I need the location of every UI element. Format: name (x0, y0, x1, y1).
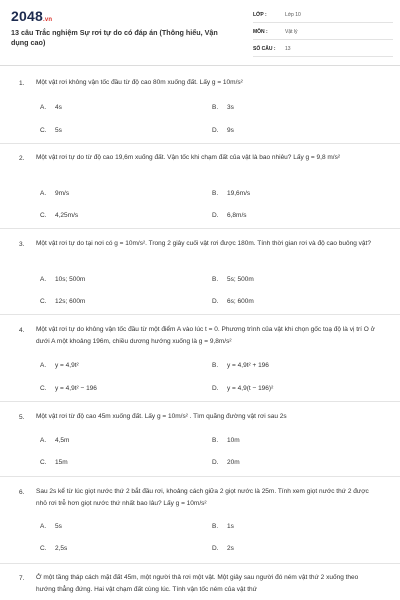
option-d[interactable]: D. 6,8m/s (212, 212, 247, 219)
option-d[interactable]: D. y = 4,9(t − 196)² (212, 385, 274, 392)
question-text: Sau 2s kể từ lúc giọt nước thứ 2 bắt đầu rơi, khoảng cách giữa 2 giọt nước là 25m. Tính xem giọt nước thứ 2 được nhỏ rơi trễ hơn giọt nước thứ nhất bao lâu? Lấy g = 10m/s² (36, 488, 369, 507)
question-text: Một vật rơi từ độ cao 45m xuống đất. Lấy g = 10m/s² . Tìm quãng đường vật rơi sau 2s (36, 413, 287, 420)
option-a[interactable]: A. 4,5m (40, 437, 70, 444)
site-logo[interactable]: 2048.vn (11, 8, 53, 24)
meta-row-subject: MÔN : Vật lý (253, 25, 393, 40)
question-text: Một vật rơi tự do tại nơi có g = 10m/s². Trong 2 giây cuối vật rơi được 180m. Tính thời gian rơi và độ cao buông vật? (36, 240, 371, 247)
divider (0, 401, 400, 402)
option-a[interactable]: A. 5s (40, 523, 62, 530)
option-b[interactable]: B. 5s; 500m (212, 276, 254, 283)
question-text: Ở một tầng tháp cách mặt đất 45m, một người thả rơi một vật. Một giây sau người đó ném vật thứ 2 xuống theo hướng thẳng đứng. Hai vật chạm đất cùng lúc. Tính vận tốc ném của vật thứ (36, 574, 359, 593)
option-b[interactable]: B. y = 4,9t² + 196 (212, 362, 269, 369)
option-b[interactable]: B. 1s (212, 523, 234, 530)
option-c[interactable]: C. 4,25m/s (40, 212, 79, 219)
question-text: Một vật rơi không vận tốc đầu từ độ cao 80m xuống đất. Lấy g = 10m/s² (36, 79, 243, 86)
option-a[interactable]: A. 10s; 500m (40, 276, 86, 283)
divider (0, 563, 400, 564)
meta-info (253, 8, 393, 59)
question-number: 4. (19, 327, 25, 334)
option-c[interactable]: C. 5s (40, 127, 62, 134)
page-title: 13 câu Trắc nghiệm Sự rơi tự do có đáp án (Thông hiểu, Vận dụng cao) (11, 28, 218, 47)
question-number: 3. (19, 241, 25, 248)
header-divider (0, 65, 400, 66)
question-number: 5. (19, 414, 25, 421)
meta-row-count: SỐ CÂU : 13 (253, 42, 393, 57)
option-b[interactable]: B. 10m (212, 437, 240, 444)
question-number: 6. (19, 489, 25, 496)
question-number: 2. (19, 155, 25, 162)
divider (0, 228, 400, 229)
divider (0, 476, 400, 477)
option-d[interactable]: D. 9s (212, 127, 234, 134)
question-text: Một vật rơi tự do từ độ cao 19,6m xuống đất. Vận tốc khi chạm đất của vật là bao nhiêu? Lấy g = 9,8 m/s² (36, 154, 341, 161)
meta-row-class: LỚP : Lớp 10 (253, 8, 393, 23)
option-a[interactable]: A. y = 4,9t² (40, 362, 79, 369)
question-number: 1. (19, 80, 25, 87)
option-a[interactable]: A. 9m/s (40, 190, 70, 197)
option-b[interactable]: B. 3s (212, 104, 234, 111)
option-c[interactable]: C. 12s; 600m (40, 298, 86, 305)
option-d[interactable]: D. 2s (212, 545, 234, 552)
option-d[interactable]: D. 6s; 600m (212, 298, 254, 305)
option-a[interactable]: A. 4s (40, 104, 62, 111)
option-c[interactable]: C. 15m (40, 459, 68, 466)
option-d[interactable]: D. 20m (212, 459, 240, 466)
divider (0, 143, 400, 144)
option-b[interactable]: B. 19,6m/s (212, 190, 251, 197)
divider (0, 314, 400, 315)
header (0, 0, 400, 62)
option-c[interactable]: C. y = 4,9t² − 196 (40, 385, 97, 392)
question-text: Một vật rơi tự do không vận tốc đầu từ một điểm A vào lúc t = 0. Phương trình của vật khi chọn gốc toạ độ là vị trí O ở dưới A một khoảng 196m, chiều dương hướng xuống là g = 9,8m/s² (36, 326, 375, 345)
question-number: 7. (19, 575, 25, 582)
option-c[interactable]: C. 2,5s (40, 545, 68, 552)
